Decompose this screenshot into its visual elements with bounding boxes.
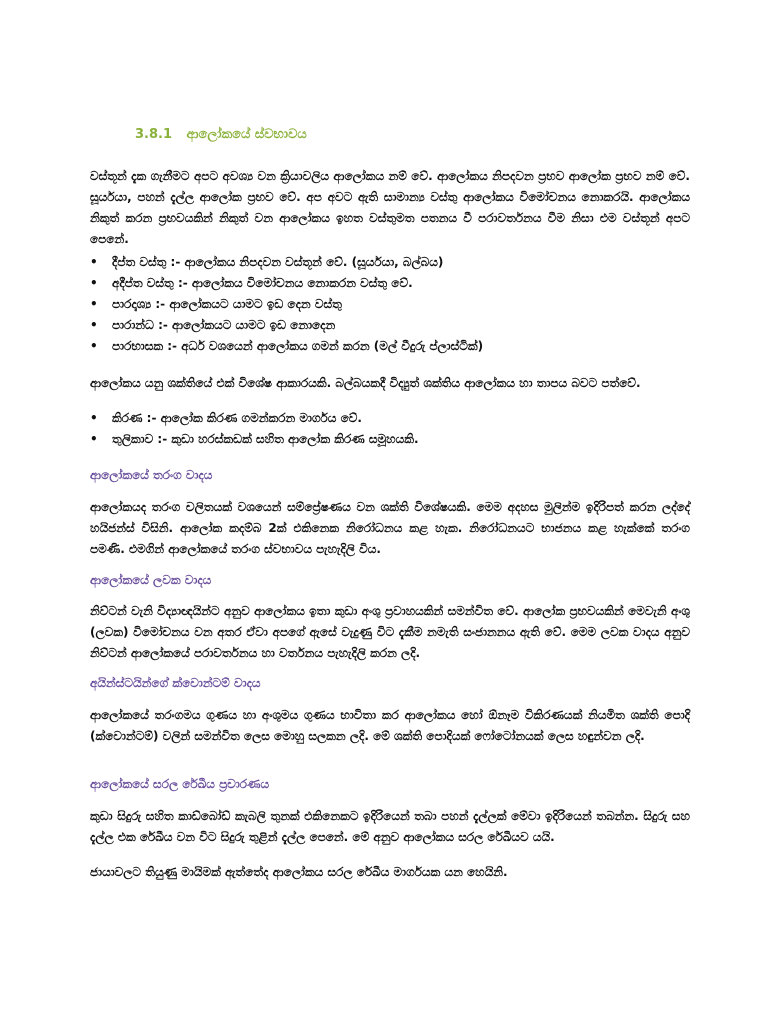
bullet-icon: • <box>90 276 98 290</box>
bullet-icon: • <box>90 432 98 446</box>
bullet-icon: • <box>90 339 98 353</box>
list-item: • පාරභාසක :- අර්ධ වශයෙන් ආලෝකය ගමන් කරන (මල් වීදුරු ප්ලාස්ටික්) <box>90 336 690 357</box>
wave-theory-heading: ආලෝකයේ තරංග වාදය <box>90 468 213 482</box>
section-number: 3.8.1 <box>135 127 173 142</box>
list-item: • පාරදෘශ්‍ය :- ආලෝකයට යාමට ඉඩ දෙන වස්තු <box>90 294 690 315</box>
bullet-icon: • <box>90 318 98 332</box>
section-title-text: ආලෝකයේ ස්වභාවය <box>186 127 307 142</box>
particle-theory-paragraph: නිව්ටන් වැනි විද්‍යාඥයින්ට අනුව ආලෝකය ඉතා කුඩා අංශු ප්‍රවාහයකින් සමන්විත වේ. ආලෝක ප්‍රභවයකින් මෙවැනි අංශු (ලවක) විමෝචනය වන අතර ඒවා අපගේ ඇසේ වැදුණු විට දැකීම නමැති සංජානනය ඇති වේ. මෙම ලවක වාදය අනුව නිව්ටන් ආලෝකයේ පරාවර්තනය හා වර්තනය පැහැදිලි කරන ලදි. <box>90 604 690 660</box>
list-item: • දීප්ත වස්තු :- ආලෝකය නිපදවන වස්තූන් වේ. (සූර්යයා, බල්බය) <box>90 252 690 273</box>
list-item: • තුලිකාව :- කුඩා හරස්කඩක් සහිත ආලෝක කිරණ සමූහයකි. <box>90 429 690 450</box>
quantum-theory-heading: අයින්ස්ටයින්ගේ ක්වොන්ටම් වාදය <box>90 676 261 690</box>
intro-paragraph: වස්තූන් දැක ගැනීමට අපට අවශ්‍ය වන ක්‍රියාවලිය ආලෝකය නම් වේ. ආලෝකය නිපදවන ප්‍රභව ආලෝක ප්‍රභව නම් වේ. සූර්යයා, පහන් දැල්ල ආලෝක ප්‍රභව වේ. අප අවට ඇති සාමාන්‍ය වස්තු ආලෝකය විමෝචනය නොකරයි. ආලෝකය නිකුත් කරන ප්‍රභවයකින් නිකුත් වන ආලෝකය ඉහත වස්තුමත පතනය වී පරාවර්තනය වීම නිසා එම වස්තූන් අපට පෙනේ. <box>90 169 690 246</box>
particle-theory-heading: ආලෝකයේ ලවක වාදය <box>90 573 212 587</box>
rectilinear-heading: ආලෝකයේ සරල රේඛීය ප්‍රචාරණය <box>90 777 270 791</box>
list-item: • කිරණ :- ආලෝක කිරණ ගමන්කරන මාර්ගය වේ. <box>90 408 690 429</box>
wave-theory-paragraph: ආලෝකයද තරංග චලිතයක් වශයෙන් සම්ප්‍රේෂණය වන ශක්ති විශේෂයකි. මෙම අදහස මුලින්ම ඉදිරිපත් කරන ලද්දේ හයිජන්ස් විසිනි. ආලෝක කදම්බ 2ක් එකිනෙක නිරෝධනය කළ හැක. නිරෝධනයට භාජනය කළ හැක්කේ තරංග පමණි. එමගින් ආලෝකයේ තරංග ස්වභාවය පැහැදිලි විය. <box>90 500 690 556</box>
energy-paragraph: ආලෝකය යනු ශක්තියේ එක් විශේෂ ආකාරයකි. බල්බයකදී විද්‍යුත් ශක්තිය ආලෝකය හා තාපය බවට පත්වේ. <box>90 376 641 390</box>
bullet-icon: • <box>90 297 98 311</box>
ray-terms-list <box>90 408 690 450</box>
bullet-icon: • <box>90 255 98 269</box>
list-item: • අදීප්ත වස්තු :- ආලෝකය විමෝචනය නොකරන වස්තු වේ. <box>90 273 690 294</box>
quantum-theory-paragraph: ආලෝකයේ තරංගමය ගුණය හා අංශුමය ගුණය භාවිතා කර ආලෝකය හෝ ඕනෑම විකිරණයක් නියමිත ශක්ති පොදි (ක්වොන්ටම්) වලින් සමන්විත ලෙස මොහු සලකන ලදි. මේ ශක්ති පොදියක් ෆෝටෝනයක් ලෙස හඳුන්වන ලදි. <box>90 708 690 743</box>
section-title <box>135 127 307 142</box>
list-item: • පාරාන්ධ :- ආලෝකයට යාමට ඉඩ නොදෙන <box>90 315 690 336</box>
rectilinear-note: ජායාවලට තියුණු මායිමක් ඇත්තේද ආලෝකය සරල රේඛීය මාර්ගයක යන හෙයිනි. <box>90 865 508 879</box>
bullet-icon: • <box>90 411 98 425</box>
rectilinear-paragraph: කුඩා සිදුරු සහිත කාඩ්බෝඩ් කැබලි තුනක් එකිනෙකට ඉදිරියෙන් තබා පහන් දැල්ලක් මේවා ඉදිරියෙන් තබන්න. සිදුරු සහ දැල්ල එක රේඛීය වන විට සිදුරු තුළින් දැල්ල පෙනේ. මේ අනුව ආලෝකය සරල රේඛීයව යයි. <box>90 809 690 844</box>
object-types-list <box>90 252 690 357</box>
